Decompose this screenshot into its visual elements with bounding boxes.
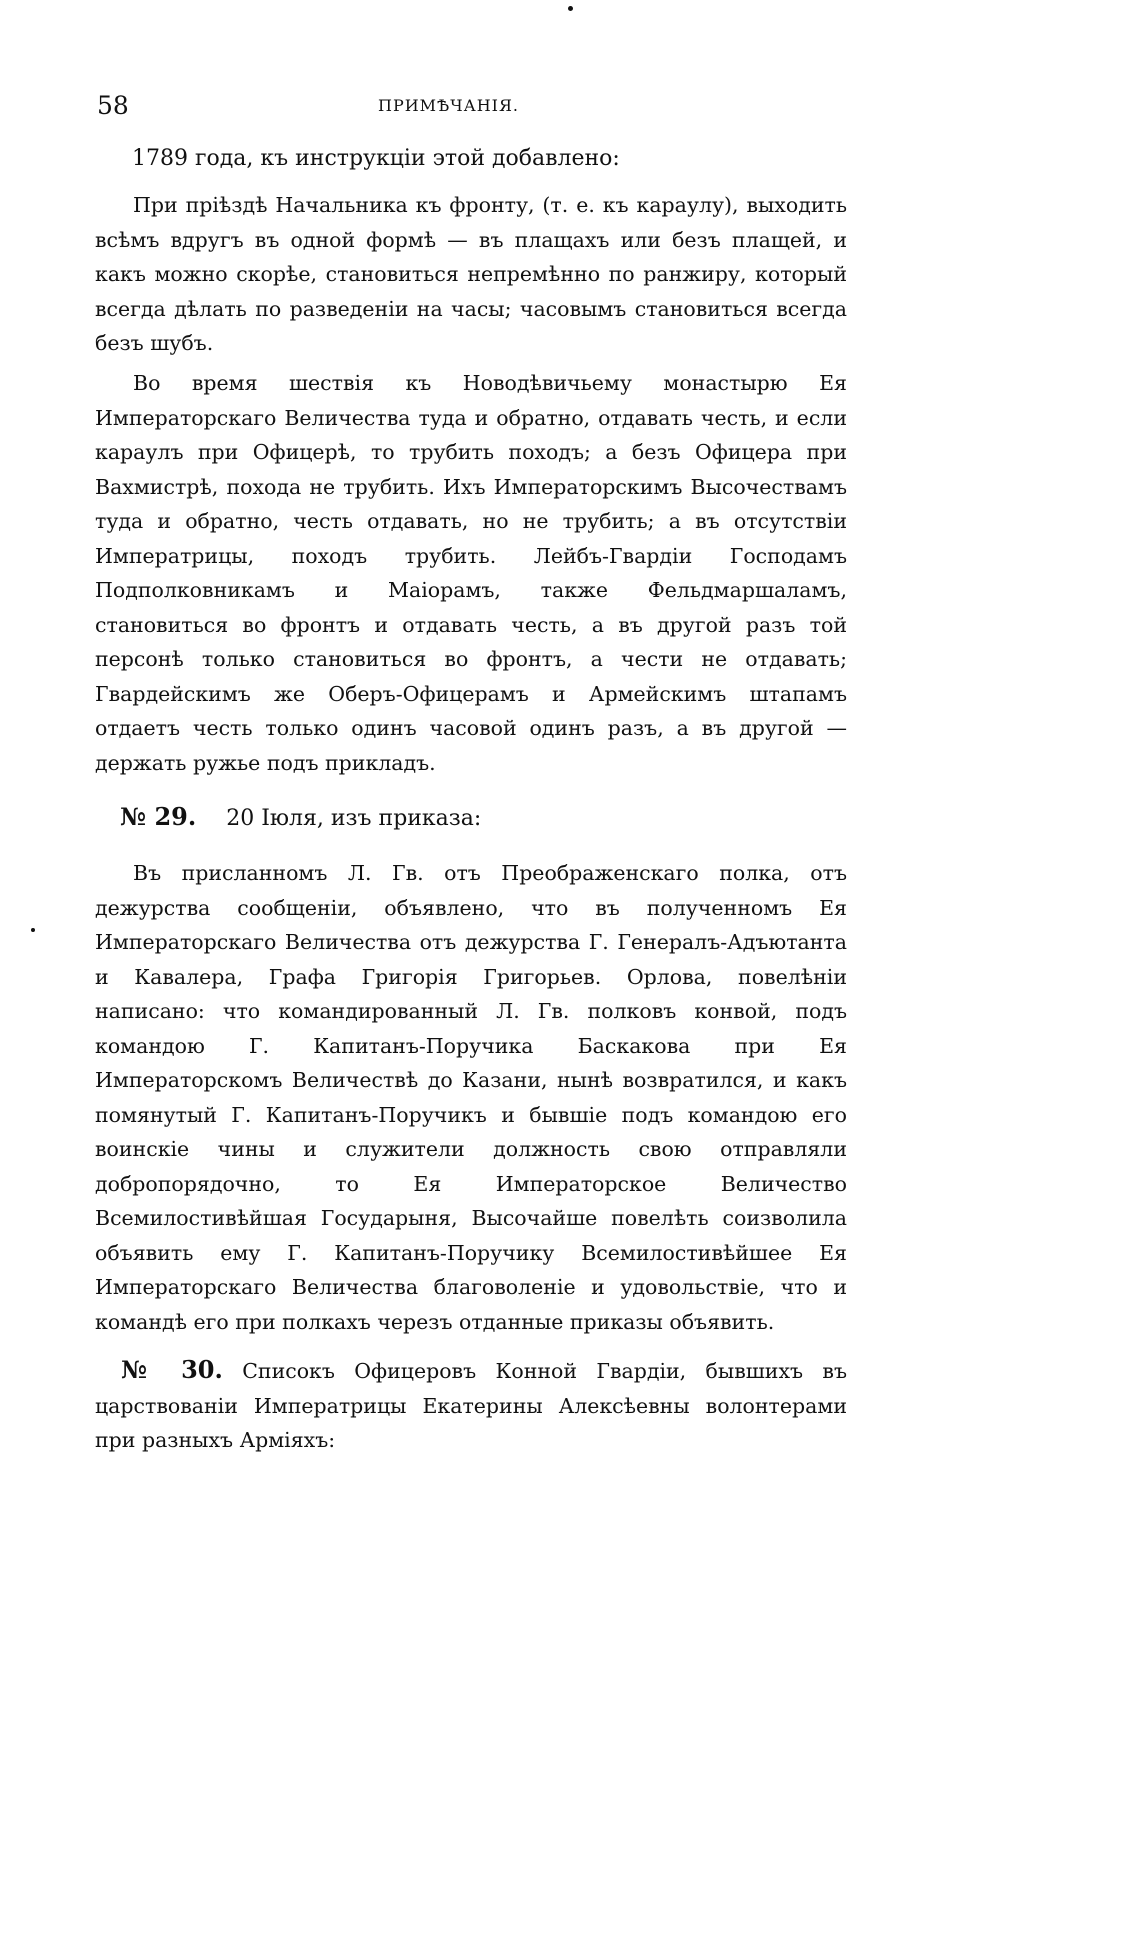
page-number: 58 [97, 91, 129, 120]
running-title: ПРИМѢЧАНІЯ. [378, 96, 520, 115]
paragraph-1: При пріѣздѣ Начальника къ фронту, (т. е. къ караулу), выходить всѣмъ вдругъ въ одной формѣ — въ плащахъ или безъ плащей, и какъ можно скорѣе, становиться непремѣнно по ранжиру, который всегда дѣлать по разведеніи на часы; часовымъ становиться всегда безъ шубъ. [95, 193, 847, 355]
section-30-text: Списокъ Офицеровъ Конной Гвардіи, бывшихъ въ царствованіи Императрицы Екатерины Алексѣевны волонтерами при разныхъ Арміяхъ: [95, 1359, 847, 1452]
section-29-heading [120, 800, 481, 836]
intro-line: 1789 года, къ инструкціи этой добавлено: [132, 146, 620, 171]
section-30-paragraph [95, 1353, 847, 1458]
paragraph-2: Во время шествія къ Новодѣвичьему монастырю Ея Императорскаго Величества туда и обратно, отдавать честь, и если караулъ при Офицерѣ, то трубить походъ; а безъ Офицера при Вахмистрѣ, похода не трубить. Ихъ Императорскимъ Высочествамъ туда и обратно, честь отдавать, но не трубить; а въ отсутствіи Императрицы, походъ трубить. Лейбъ-Гвардіи Господамъ Подполковникамъ и Маіорамъ, также Фельдмаршаламъ, становиться во фронтъ и отдавать честь, а въ другой разъ той персонѣ только становиться во фронтъ, а чести не отдавать; Гвардейскимъ же Оберъ-Офицерамъ и Армейскимъ штапамъ отдаетъ честь только одинъ часовой одинъ разъ, а въ другой — держать ружье подъ прикладъ. [95, 371, 847, 775]
section-29-number: № 29. [120, 802, 197, 831]
page-header [0, 86, 912, 126]
section-29-title: 20 Іюля, изъ приказа: [226, 806, 482, 831]
printer-mark-dot [568, 6, 573, 11]
section-29-text: Въ присланномъ Л. Гв. отъ Преображенскаго полка, отъ дежурства сообщеніи, объявлено, что въ полученномъ Ея Императорскаго Величества отъ дежурства Г. Генералъ-Адъютанта и Кавалера, Графа Григорія Григорьев. Орлова, повелѣніи написано: что командированный Л. Гв. полковъ конвой, подъ командою Г. Капитанъ-Поручика Баскакова при Ея Императорскомъ Величествѣ до Казани, нынѣ возвратился, и какъ помянутый Г. Капитанъ-Поручикъ и бывшіе подъ командою его воинскіе чины и служители должность свою отправляли добропорядочно, то Ея Императорское Величество Всемилостивѣйшая Государыня, Высочайше повелѣть соизволила объявить ему Г. Капитанъ-Поручику Всемилостивѣйшее Ея Императорскаго Величества благоволеніе и удовольствіе, что и командѣ его при полкахъ черезъ отданные приказы объявить. [95, 861, 847, 1334]
printer-mark-dot [31, 928, 35, 932]
section-30-number: № 30. [121, 1355, 223, 1384]
